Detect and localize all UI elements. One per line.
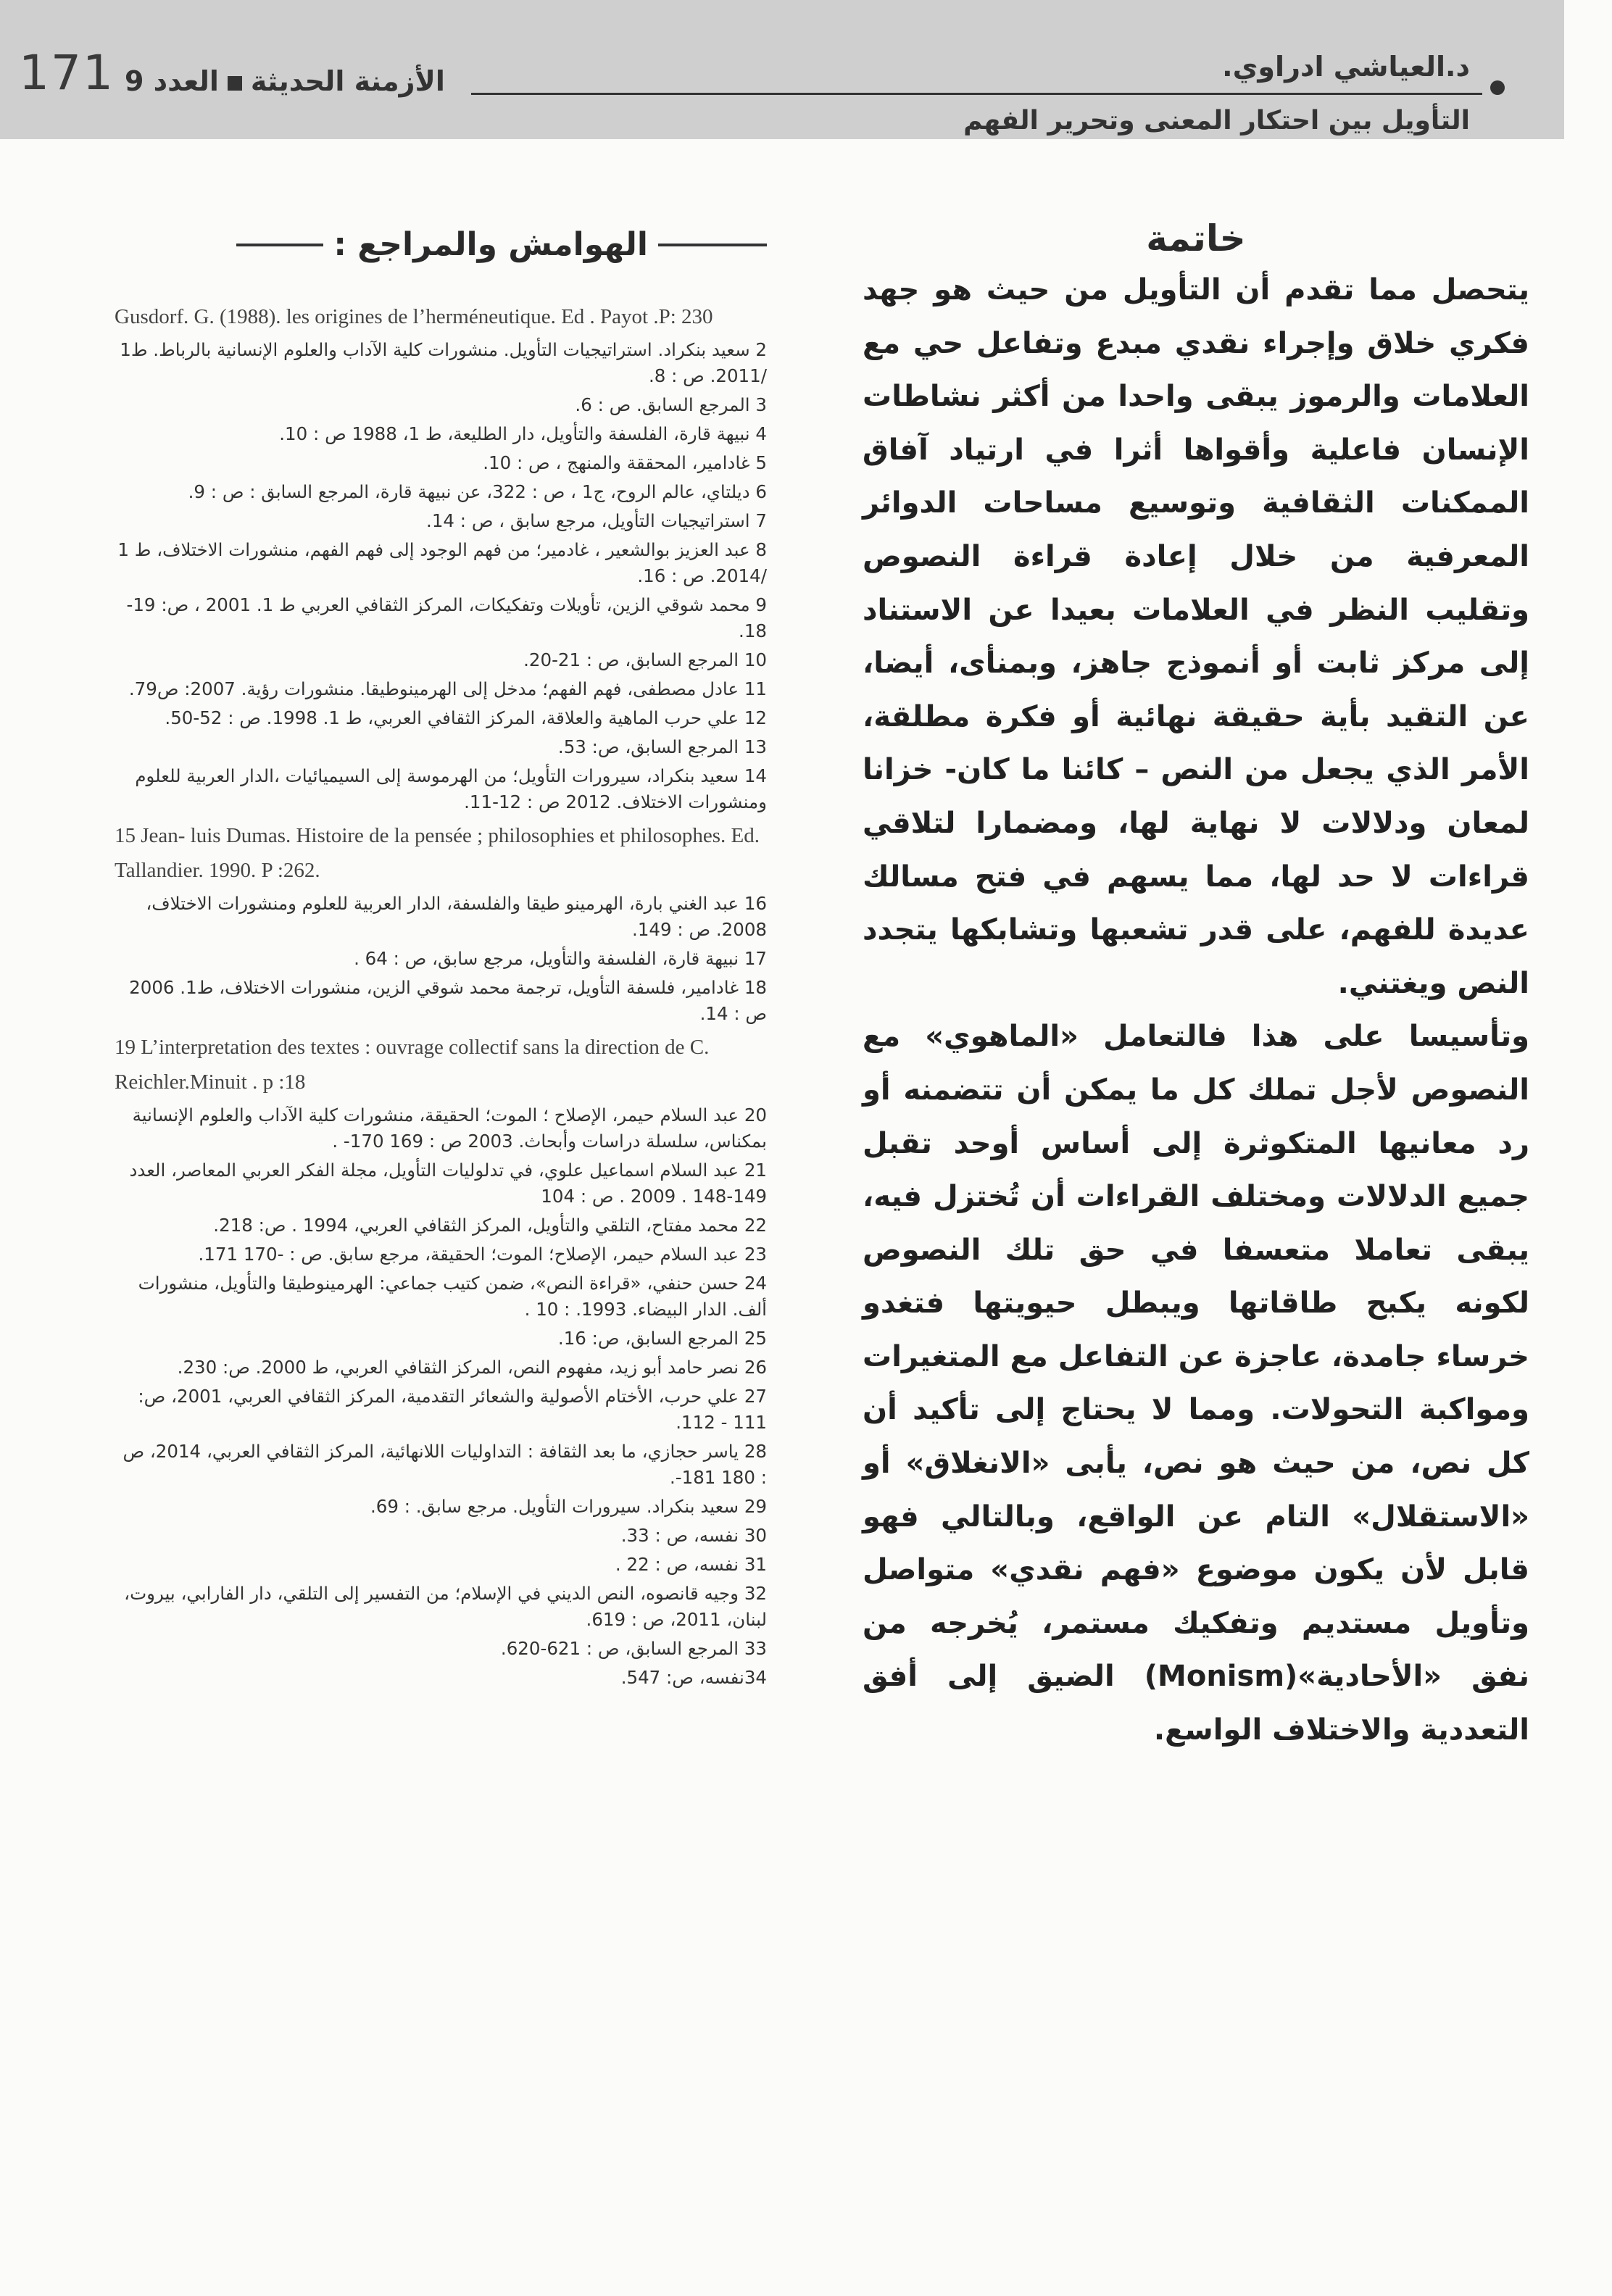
reference-item: 16 عبد الغني بارة، الهرمينو طيقا والفلسفة، الدار العربية للعلوم ومنشورات الاختلاف، 2008. ص : 149. (146, 893, 767, 940)
reference-item: 9 محمد شوقي الزين، تأويلات وتفكيكات، المركز الثقافي العربي ط 1. 2001 ، ص: 19-18. (126, 594, 767, 641)
conclusion-body (863, 264, 1529, 1758)
reference-item: 10 المرجع السابق، ص : 21-20. (523, 649, 767, 670)
reference-item: 29 سعيد بنكراد. سيرورات التأويل. مرجع سابق. : 69. (370, 1496, 767, 1517)
reference-item: 7 استراتيجيات التأويل، مرجع سابق ، ص : 14. (426, 510, 767, 531)
reference-item: 5 غادامير، المحققة والمنهج ، ص : 10. (483, 452, 767, 473)
reference-item: 15 Jean- luis Dumas. Histoire de la pensée ; philosophies et philosophes. Ed. Tallandier. 1990. P :262. (115, 824, 760, 882)
reference-item: 26 نصر حامد أبو زيد، مفهوم النص، المركز الثقافي العربي، ط 2000. ص: 230. (177, 1357, 767, 1378)
article-title: التأويل بين احتكار المعنى وتحرير الفهم (963, 106, 1470, 136)
bullet-dot-icon (1490, 80, 1505, 95)
reference-item: 31 نفسه، ص : 22 . (615, 1554, 767, 1575)
reference-item: 19 L’interpretation des textes : ouvrage collectif sans la direction de C. Reichler.Minuit . p :18 (115, 1036, 710, 1094)
reference-item: 14 سعيد بنكراد، سيرورات التأويل؛ من الهرموسة إلى السيميائيات ،الدار العربية للعلوم ومنشورات الاختلاف. 2012 ص : 12-11. (135, 765, 767, 812)
reference-item: 27 علي حرب، الأختام الأصولية والشعائر التقدمية، المركز الثقافي العربي، 2001، ص: 111 - 112. (138, 1386, 767, 1433)
reference-item: 3 المرجع السابق. ص : 6. (575, 394, 767, 415)
reference-item: 28 ياسر حجازي، ما بعد الثقافة : التداوليات اللانهائية، المركز الثقافي العربي، 2014، ص : 180 181-. (122, 1441, 767, 1488)
reference-item: 22 محمد مفتاح، التلقي والتأويل، المركز الثقافي العربي، 1994 . ص: 218. (213, 1215, 767, 1236)
heading-rule-right (658, 244, 767, 246)
reference-item: 32 وجيه قانصوه، النص الديني في الإسلام؛ من التفسير إلى التلقي، دار الفارابي، بيروت، لبنان، 2011، ص : 619. (124, 1583, 767, 1630)
reference-item: 18 غادامير، فلسفة التأويل، ترجمة محمد شوقي الزين، منشورات الاختلاف، ط1. 2006 ص : 14. (129, 977, 767, 1024)
reference-item: 6 ديلتاي، عالم الروح، ج1 ، ص : 322، عن نبيهة قارة، المرجع السابق : ص : 9. (188, 481, 767, 502)
references-list (115, 299, 767, 1691)
square-bullet-icon (228, 76, 242, 91)
page-header (0, 0, 1564, 139)
reference-item: 2 سعيد بنكراد. استراتيجيات التأويل. منشورات كلية الآداب والعلوم الإنسانية بالرباط. ط1 /2011. ص : 8. (120, 339, 767, 386)
reference-item: 33 المرجع السابق، ص : 621-620. (500, 1638, 767, 1659)
reference-item: 20 عبد السلام حيمر، الإصلاح ؛ الموت؛ الحقيقة، منشورات كلية الآداب والعلوم الإنسانية بمكناس، سلسلة دراسات وأبحاث. 2003 ص : 169 170- . (132, 1105, 767, 1152)
reference-item: 21 عبد السلام اسماعيل علوي، في تدلوليات التأويل، مجلة الفكر العربي المعاصر، العدد 149-148 . 2009 . ص : 104 (129, 1160, 767, 1207)
conclusion-paragraph: يتحصل مما تقدم أن التأويل من حيث هو جهد فكري خلاق وإجراء نقدي مبدع وتفاعل حي مع العلامات والرموز يبقى واحدا من أكثر نشاطات الإنسان فاعلية وأقواها أثرا في ارتياد آفاق الممكنات الثقافية وتوسيع مساحات الدوائر المعرفية من خلال إعادة قراءة النصوص وتقليب النظر في العلامات بعيدا عن الاستناد إلى مركز ثابت أو أنموذج جاهز، وبمنأى، أيضا، عن التقيد بأية حقيقة نهائية أو فكرة مطلقة، الأمر الذي يجعل من النص – كائنا ما كان- خزانا لمعان ودلالات لا نهاية لها، ومضمارا لتلاقي قراءات لا حد لها، مما يسهم في فتح مسالك عديدة للفهم، على قدر تشعبها وتشابكها يتجدد النص ويغتني. (863, 273, 1529, 1000)
conclusion-section (863, 217, 1529, 1758)
journal-name: الأزمنة الحديثة (250, 65, 445, 97)
reference-item: 13 المرجع السابق، ص: 53. (557, 736, 767, 757)
page-number: 171 (19, 45, 115, 101)
reference-item: 8 عبد العزيز بوالشعير ، غادمير؛ من فهم الوجود إلى فهم الفهم، منشورات الاختلاف، ط 1 /2014. ص : 16. (117, 539, 767, 586)
reference-item: 4 نبيهة قارة، الفلسفة والتأويل، دار الطليعة، ط 1، 1988 ص : 10. (279, 423, 767, 444)
reference-item: 17 نبيهة قارة، الفلسفة والتأويل، مرجع سابق، ص : 64 . (354, 948, 767, 969)
conclusion-heading: خاتمة (1146, 217, 1246, 259)
reference-item: 23 عبد السلام حيمر، الإصلاح؛ الموت؛ الحقيقة، مرجع سابق. ص : -170 171. (198, 1244, 767, 1265)
author-name: د.العياشي ادراوي. (1222, 51, 1470, 83)
issue-label: العدد 9 (125, 65, 219, 97)
reference-item: Gusdorf. G. (1988). les origines de l’herméneutique. Ed . Payot .P: 230 (115, 305, 713, 328)
reference-item: 12 علي حرب الماهية والعلاقة، المركز الثقافي العربي، ط 1. 1998. ص : 52-50. (165, 707, 767, 728)
reference-item: 34نفسه، ص: 547. (620, 1667, 767, 1688)
heading-rule-left (236, 244, 323, 246)
reference-item: 30 نفسه، ص : 33. (620, 1525, 767, 1546)
reference-item: 24 حسن حنفي، «قراءة النص»، ضمن كتيب جماعي: الهرمينوطيقا والتأويل، منشورات ألف. الدار البيضاء. 1993. : 10 . (138, 1273, 767, 1320)
references-section (115, 226, 767, 1694)
journal-issue (125, 65, 445, 97)
header-rule (471, 93, 1482, 95)
reference-item: 25 المرجع السابق، ص: 16. (557, 1328, 767, 1349)
references-heading-row (115, 226, 767, 263)
references-heading: الهوامش والمراجع : (333, 226, 648, 263)
conclusion-paragraph: وتأسيسا على هذا فالتعامل «الماهوي» مع النصوص لأجل تملك كل ما يمكن أن تتضمنه أو رد معانيها المتكوثرة إلى أساس أوحد تقبل جميع الدلالات ومختلف القراءات أن تُختزل فيه، يبقى تعاملا متعسفا في حق تلك النصوص لكونه يكبح طاقاتها ويبطل حيويتها فتغدو خرساء جامدة، عاجزة عن التفاعل مع المتغيرات ومواكبة التحولات. ومما لا يحتاج إلى تأكيد أن كل نص، من حيث هو نص، يأبى «الانغلاق» أو «الاستقلال» التام عن الواقع، وبالتالي فهو قابل لأن يكون موضوع «فهم نقدي» متواصل وتأويل مستديم وتفكيك مستمر، يُخرجه من نفق «الأحادية»(Monism) الضيق إلى أفق التعددية والاختلاف الواسع. (863, 1020, 1529, 1747)
reference-item: 11 عادل مصطفى، فهم الفهم؛ مدخل إلى الهرمينوطيقا. منشورات رؤية. 2007: ص79. (128, 678, 767, 699)
